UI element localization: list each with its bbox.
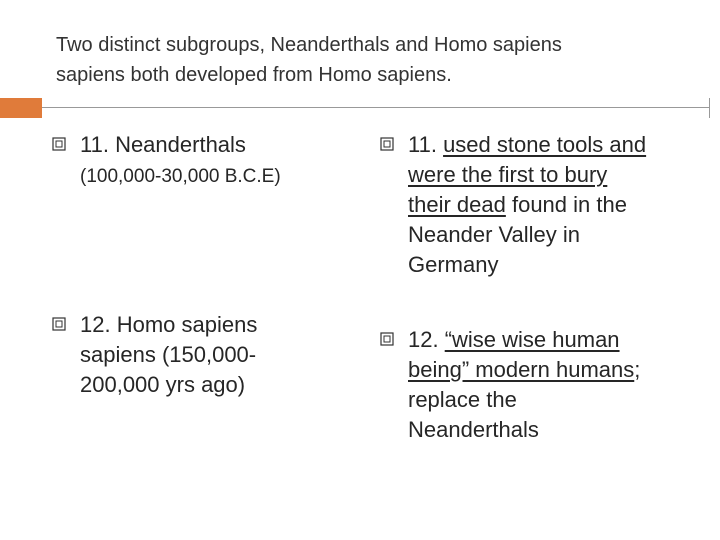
item-subtext: (100,000-30,000 B.C.E) [80,166,281,187]
item-line: Neanderthals [408,417,539,442]
ballot-box-icon [380,332,394,346]
title-line-1: Two distinct subgroups, Neanderthals and Homo sapiens [56,34,562,56]
item-line [408,160,698,190]
item-number: 12. [408,327,445,352]
ballot-box-icon [52,137,66,151]
ballot-box-icon [52,317,66,331]
item-text [408,130,698,280]
item-line [408,325,698,355]
title-line-2: sapiens both developed from Homo sapiens. [56,64,452,86]
title-divider [42,107,710,108]
item-text-rest: found in the [505,192,627,217]
item-line: Neander Valley in [408,222,581,247]
item-number: 11. [408,132,444,157]
title-accent-bar [0,98,42,118]
item-text [80,310,320,400]
divider-end-tick [709,98,710,118]
underlined-text: used stone tools and [443,132,647,157]
underlined-text: their dead [408,192,506,217]
underlined-text: being” modern humans [408,357,635,382]
ballot-box-icon [380,137,394,151]
underlined-text: “wise wise human [444,327,620,352]
item-text [80,130,320,192]
item-line [408,355,698,385]
underlined-text: were the first to bury [408,162,608,187]
item-line [408,190,698,220]
item-text-rest: ; [634,357,641,382]
item-line: 200,000 yrs ago) [80,372,246,397]
item-line [408,130,698,160]
item-line: replace the [408,387,517,412]
item-line: sapiens (150,000- [80,342,257,367]
item-line: Germany [408,252,499,277]
item-text [408,325,698,445]
slide-title [56,30,696,90]
item-heading: 11. Neanderthals [80,132,246,157]
item-line: 12. Homo sapiens [80,312,258,337]
